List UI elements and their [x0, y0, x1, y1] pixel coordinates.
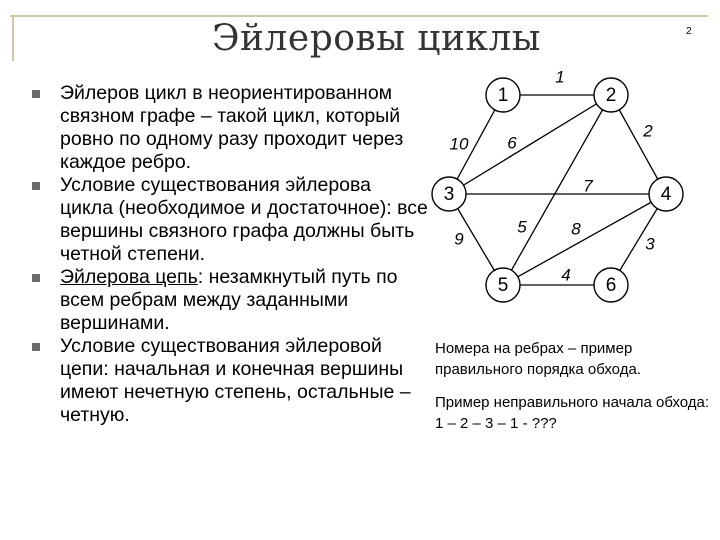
- slide-title: Эйлеровы циклы: [212, 18, 541, 59]
- slide-number: 2: [686, 26, 692, 37]
- vertex-label: 1: [497, 85, 509, 107]
- edge-order-label: 1: [555, 67, 565, 87]
- edge-order-label: 8: [571, 219, 581, 239]
- term-euler-path: Эйлерова цепь: [60, 266, 198, 288]
- vertex-label: 5: [497, 275, 509, 297]
- edge-order-label: 2: [643, 121, 653, 141]
- edge-order-label: 3: [645, 234, 655, 254]
- edge-order-label: 5: [517, 217, 527, 237]
- vertex-label: 2: [605, 85, 617, 107]
- edge-order-label: 9: [454, 229, 464, 249]
- bullet-text: : незамкнутый путь по всем ребрам между заданными вершинами.: [60, 266, 398, 334]
- edge-order-label: 4: [561, 265, 571, 285]
- bullet-text: Условие существования эйлерова цикла (необходимое и достаточное): все вершины связного графа должны быть четной степени.: [60, 174, 428, 265]
- vertex-label: 3: [443, 184, 455, 206]
- note-correct-order: Номера на ребрах – пример правильного порядка обхода.: [435, 340, 641, 378]
- vertex-label: 6: [605, 275, 617, 297]
- vertex-label: 4: [660, 184, 672, 206]
- edge-order-label: 6: [507, 133, 517, 153]
- bullet-text: Условие существования эйлеровой цепи: начальная и конечная вершины имеют нечетную степень, остальные – четную.: [60, 335, 411, 426]
- note-wrong-order: Пример неправильного начала обхода: 1 – 2 – 3 – 1 - ???: [435, 394, 710, 432]
- graph-edge-4-5: [503, 194, 666, 285]
- edge-order-label: 7: [583, 176, 593, 196]
- graph-edge-5-2: [503, 95, 611, 285]
- bullet-text: Эйлеров цикл в неориентированном связном графе – такой цикл, который ровно по одному разу проходит через каждое ребро.: [60, 82, 404, 173]
- edge-order-label: 10: [449, 134, 469, 154]
